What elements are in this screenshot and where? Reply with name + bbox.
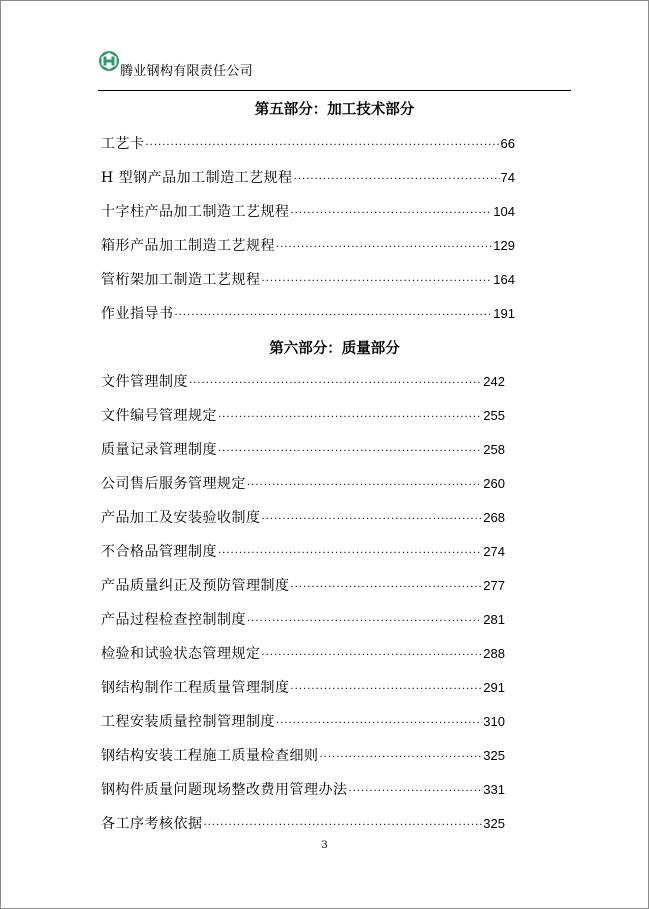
toc-item[interactable] [101,371,505,391]
toc-item-page: 281 [483,612,505,627]
toc-item-label: 各工序考核依据 [101,816,203,832]
toc-item-page: 331 [483,782,505,797]
toc-leader-dots [262,276,493,287]
toc-item-page: 66 [500,136,515,151]
toc-item-page: 191 [493,306,515,321]
toc-item[interactable] [101,541,505,561]
toc-item-label: 作业指导书 [101,306,174,322]
toc-item-page: 258 [483,442,505,457]
toc-leader-dots [320,752,483,763]
toc-leader-dots [291,582,483,593]
toc-item-page: 325 [483,816,505,831]
toc-item[interactable] [101,677,505,697]
toc-item-page: 310 [483,714,505,729]
toc-item-page: 164 [493,272,515,287]
toc-item[interactable] [101,813,505,833]
toc-item[interactable] [101,643,505,663]
toc-item[interactable] [101,405,505,425]
toc-item[interactable] [101,609,505,629]
toc-item-label: 产品加工及安装验收制度 [101,510,261,526]
toc-item[interactable] [101,235,515,255]
toc-leader-dots [276,242,492,253]
toc-item-label: 钢结构制作工程质量管理制度 [101,680,290,696]
toc-leader-dots [247,480,482,491]
toc-item-page: 274 [483,544,505,559]
toc-item[interactable] [101,303,515,323]
toc-item-page: 129 [493,238,515,253]
toc-item[interactable] [101,133,515,153]
toc-item[interactable] [101,167,515,187]
toc-item-page: 242 [483,374,505,389]
toc-item-label: 质量记录管理制度 [101,442,217,458]
toc-item-label: 产品过程检查控制制度 [101,612,246,628]
toc-item[interactable] [101,779,505,799]
toc-item-label: 产品质量纠正及预防管理制度 [101,578,290,594]
toc-leader-dots [291,684,483,695]
toc-item-label: 箱形产品加工制造工艺规程 [101,238,275,254]
toc-item-label: 十字柱产品加工制造工艺规程 [101,204,290,220]
toc-leader-dots [146,140,500,151]
toc-item[interactable] [101,711,505,731]
toc-item-label: 文件编号管理规定 [101,408,217,424]
toc-leader-dots [294,174,500,185]
toc-item-label: 钢结构安装工程施工质量检查细则 [101,748,319,764]
toc-item[interactable] [101,575,505,595]
toc-leader-dots [189,378,482,389]
toc-item-page: 291 [483,680,505,695]
toc-leader-dots [291,208,493,219]
toc-leader-dots [247,616,482,627]
toc-leader-dots [204,820,483,831]
toc-item-label: H 型钢产品加工制造工艺规程 [101,170,293,186]
toc-item-page: 260 [483,476,505,491]
toc-item-label: 工程安装质量控制管理制度 [101,714,275,730]
section-title-6: 第六部分：质量部分 [269,340,400,357]
page-number: 3 [321,840,328,851]
toc-leader-dots [262,514,483,525]
section-title-5: 第五部分：加工技术部分 [254,101,415,118]
toc-item-page: 104 [493,204,515,219]
toc-item-page: 288 [483,646,505,661]
toc-item-label: 公司售后服务管理规定 [101,476,246,492]
toc-item-label: 不合格品管理制度 [101,544,217,560]
toc-leader-dots [218,446,482,457]
toc-item-page: 277 [483,578,505,593]
toc-leader-dots [218,412,482,423]
toc-item-page: 74 [500,170,515,185]
toc-item[interactable] [101,473,505,493]
toc-item-page: 325 [483,748,505,763]
toc-leader-dots [218,548,482,559]
toc-leader-dots [349,786,483,797]
toc-item-page: 255 [483,408,505,423]
toc-item-label: 钢构件质量问题现场整改费用管理办法 [101,782,348,798]
toc-item-label: 检验和试验状态管理规定 [101,646,261,662]
company-name: 腾业钢构有限责任公司 [120,64,254,79]
page-header [98,50,571,91]
toc-leader-dots [276,718,482,729]
toc-item-label: 管桁架加工制造工艺规程 [101,272,261,288]
toc-leader-dots [175,310,493,321]
toc-item[interactable] [101,745,505,765]
toc-item[interactable] [101,439,505,459]
toc-item-label: 工艺卡 [101,136,145,152]
toc-item[interactable] [101,269,515,289]
company-logo-icon [98,50,120,72]
toc-item-page: 268 [483,510,505,525]
toc-item-label: 文件管理制度 [101,374,188,390]
toc-leader-dots [262,650,483,661]
toc-item[interactable] [101,201,515,221]
toc-item[interactable] [101,507,505,527]
